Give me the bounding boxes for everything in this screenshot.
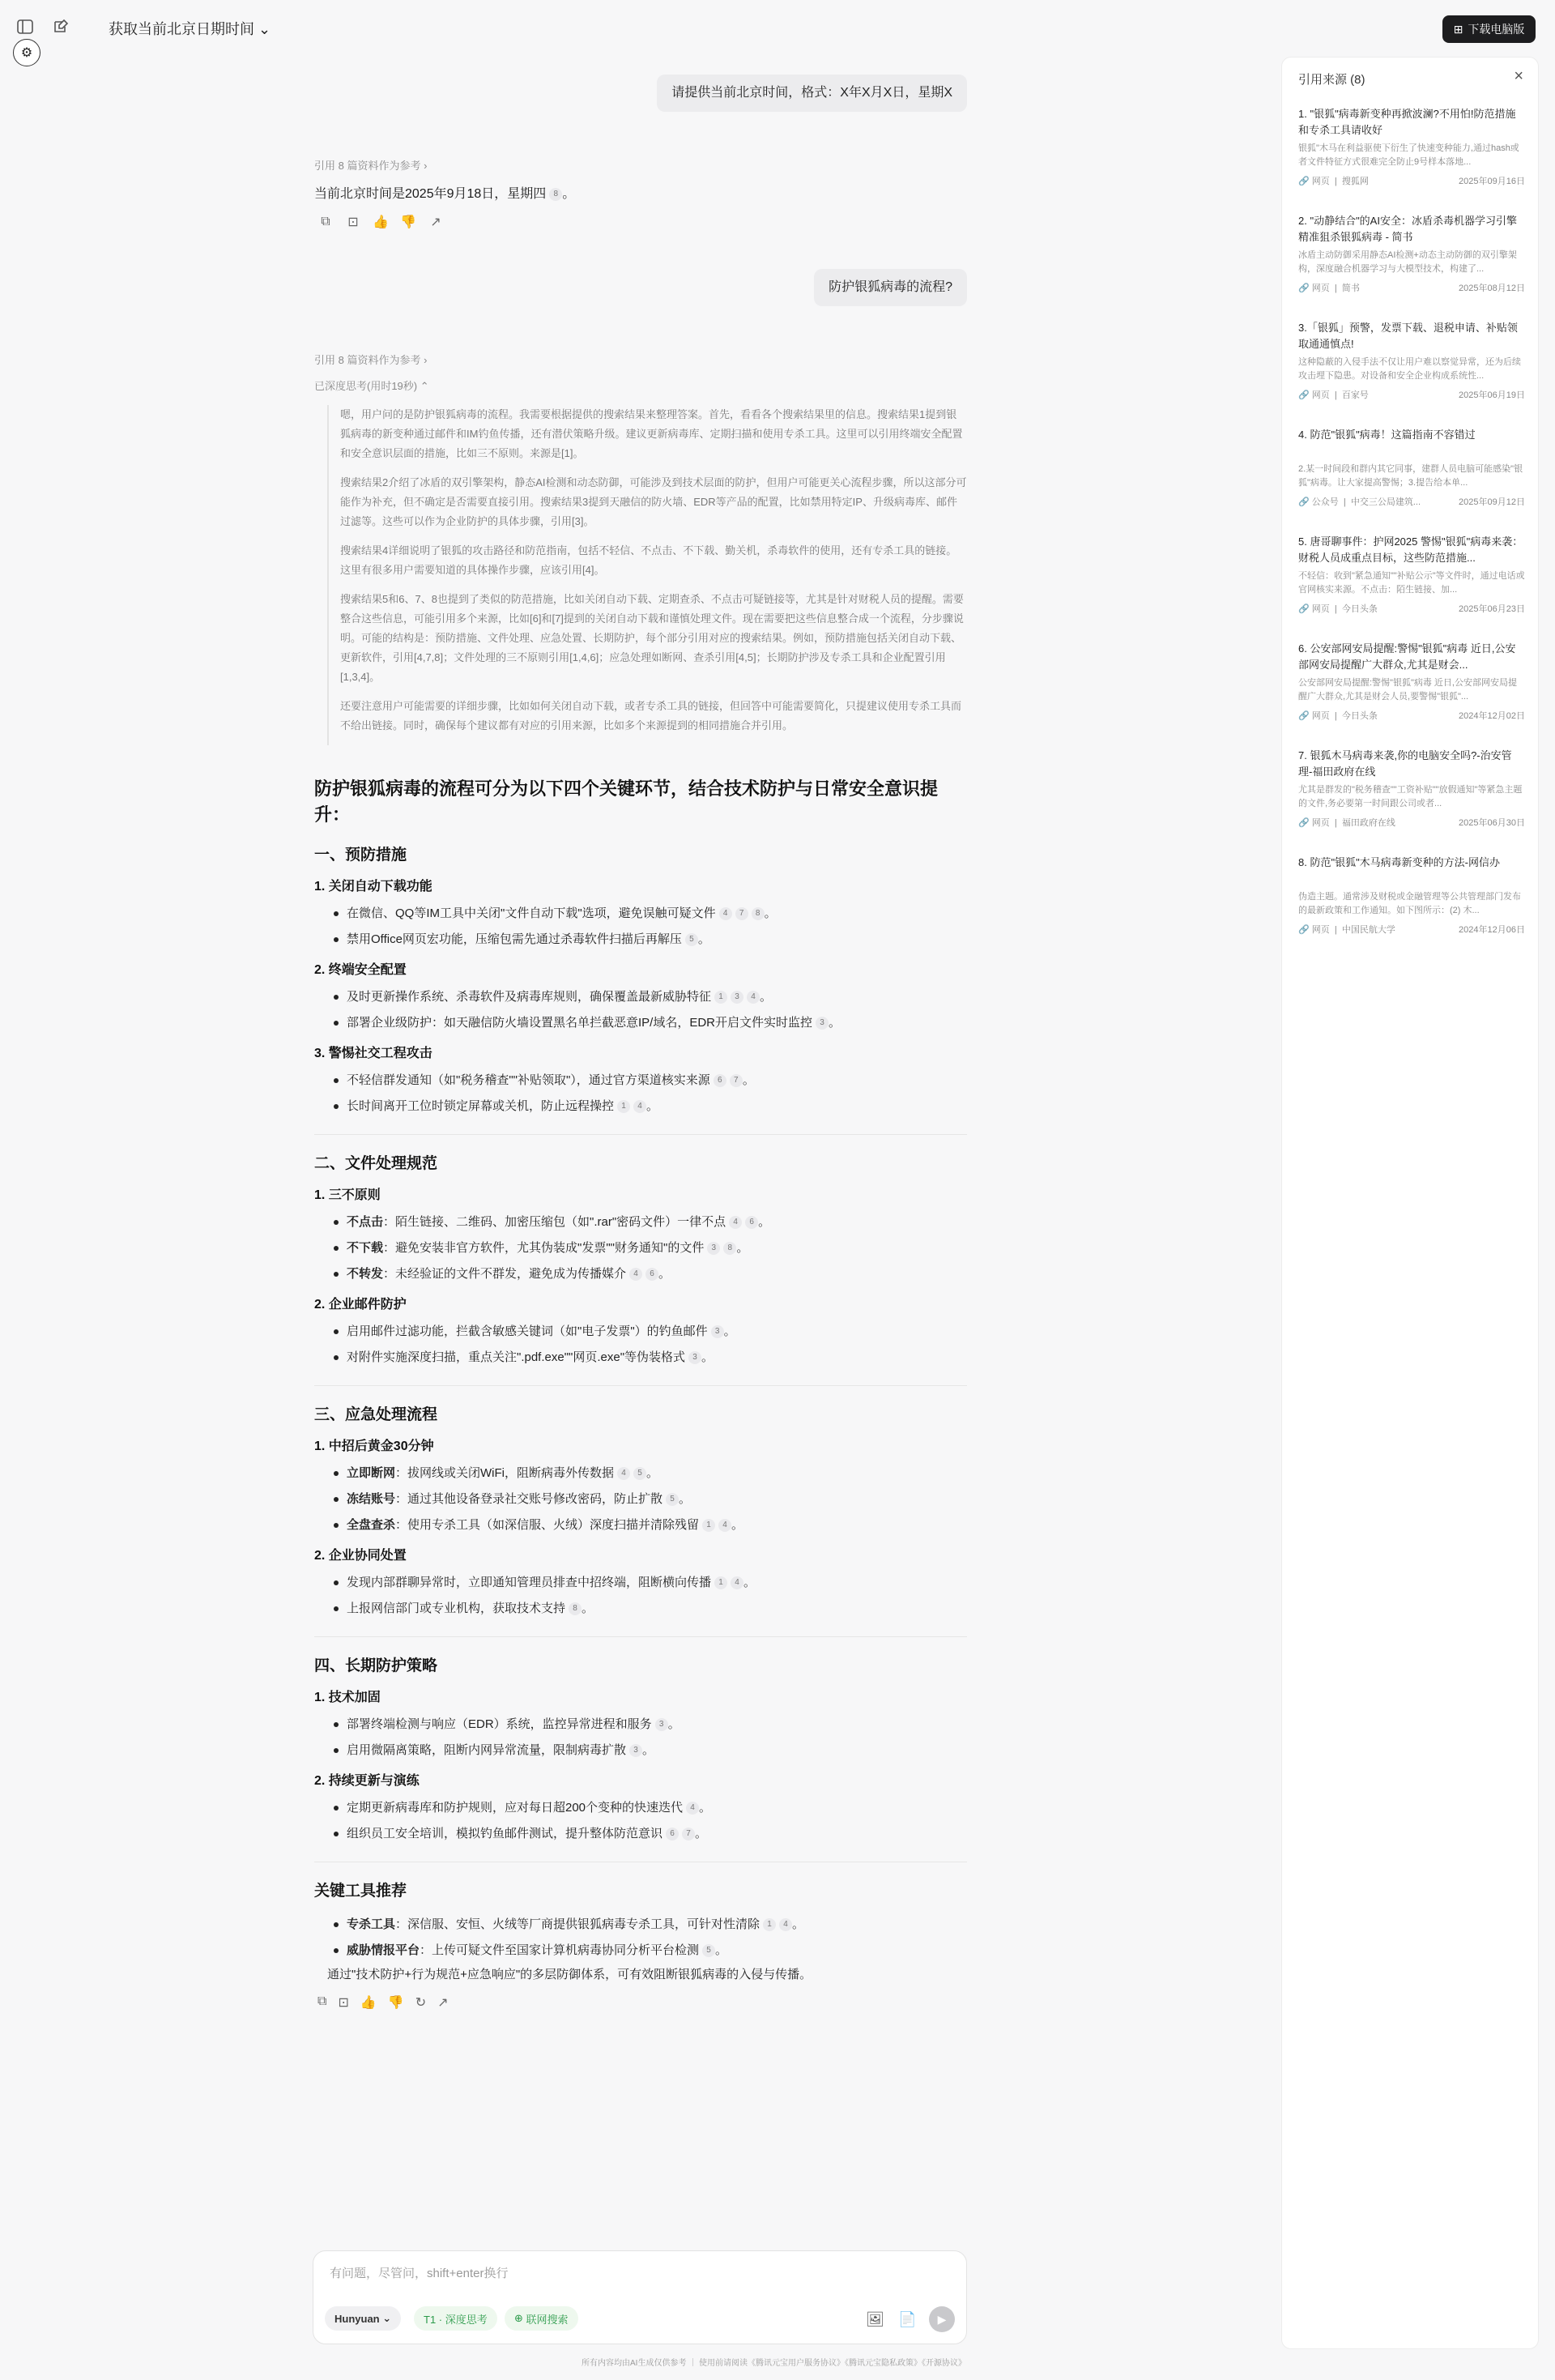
share-icon[interactable]: ↗ [437, 1996, 449, 2010]
source-meta: 🔗 网页 | 简书 2025年08月12日 [1298, 281, 1525, 294]
citation-badge[interactable]: 3 [711, 1325, 724, 1338]
list-item-text: 禁用Office网页宏功能，压缩包需先通过杀毒软件扫描后再解压 [347, 932, 682, 946]
subsection-heading: 2. 终端安全配置 [314, 963, 407, 977]
chevron-down-icon: ⌄ [258, 21, 271, 37]
citation-badge[interactable]: 5 [702, 1944, 715, 1957]
web-search-label: 联网搜索 [526, 2313, 569, 2326]
deep-think-toggle[interactable] [314, 377, 429, 393]
answer-headline: 防护银狐病毒的流程可分为以下四个关键环节，结合技术防护与日常安全意识提升： [314, 778, 939, 825]
source-title: 1. "银狐"病毒新变种再掀波澜?不用怕!防范措施和专杀工具请收好 [1298, 108, 1516, 136]
deep-think-label: 已深度思考(用时19秒) [314, 380, 418, 392]
thumbs-down-icon[interactable]: 👎 [400, 215, 416, 229]
citation-badge[interactable]: 1 [702, 1519, 715, 1532]
list-item-text: ：避免安装非官方软件，尤其伪装成"发票""财务通知"的文件 [383, 1241, 705, 1255]
source-item[interactable] [1298, 855, 1525, 936]
image-upload-icon[interactable]: 🖼 [866, 2311, 884, 2327]
citation-badge[interactable]: 4 [747, 991, 760, 1004]
list-item: 及时更新操作系统、杀毒软件及病毒库规则，确保覆盖最新威胁特征 1 3 4 。 [314, 984, 967, 1010]
source-snippet: 冰盾主动防御采用静态AI检测+动态主动防御的双引擎架构，深度融合机器学习与大模型技术，构建了... [1298, 250, 1517, 274]
source-type: 网页 [1311, 390, 1330, 400]
source-type: 网页 [1311, 925, 1330, 935]
source-type: 网页 [1311, 177, 1330, 186]
list-item-key: 不下载 [347, 1241, 384, 1255]
source-title: 8. 防范"银狐"木马病毒新变种的方法-网信办 [1298, 856, 1501, 868]
download-label: 下载电脑版 [1468, 23, 1525, 36]
source-title: 2. "动静结合"的AI安全：冰盾杀毒机器学习引擎精准狙杀银狐病毒 - 简书 [1298, 215, 1517, 243]
source-type: 网页 [1311, 604, 1330, 614]
source-item[interactable] [1298, 748, 1525, 829]
chevron-right-icon: › [424, 160, 428, 172]
thumbs-up-icon[interactable]: 👍 [373, 215, 389, 229]
list-item: 定期更新病毒库和防护规则，应对每日超200个变种的快速迭代 4 。 [314, 1795, 967, 1821]
list-item-key: 威胁情报平台 [347, 1943, 420, 1957]
source-site: 今日头条 [1341, 604, 1378, 614]
answer-actions [314, 1994, 967, 2011]
source-snippet: 这种隐蔽的入侵手法不仅让用户难以察觉异常，还为后续攻击埋下隐患。对设备和安全企业构成系统性... [1298, 357, 1521, 381]
source-site: 简书 [1341, 284, 1360, 293]
citation-badge[interactable]: 4 [779, 1918, 792, 1931]
citation-badge[interactable]: 4 [633, 1100, 646, 1113]
citation-badge[interactable]: 3 [816, 1017, 829, 1030]
list-item-key: 不转发 [347, 1267, 384, 1281]
list-item: 部署企业级防护：如天融信防火墙设置黑名单拦截恶意IP/域名，EDR开启文件实时监控 3 。 [314, 1010, 967, 1036]
thumbs-down-icon[interactable]: 👎 [387, 1996, 404, 2010]
source-item[interactable] [1298, 427, 1525, 508]
source-snippet: 尤其是群发的"税务稽查""工资补贴""放假通知"等紧急主题的文件,务必要第一时间跟公司或者... [1298, 785, 1523, 808]
source-title: 7. 银狐木马病毒来袭,你的电脑安全吗?-治安管理-福田政府在线 [1298, 749, 1512, 778]
answer-body [314, 776, 967, 2011]
source-date: 2025年06月23日 [1459, 604, 1525, 614]
citation-badge[interactable]: 6 [745, 1216, 758, 1229]
source-snippet: 不轻信：收到"紧急通知""补贴公示"等文件时，通过电话或官网核实来源。不点击：陌生链接、加... [1298, 571, 1525, 595]
source-date: 2024年12月02日 [1459, 711, 1525, 721]
section-heading: 二、文件处理规范 [314, 1155, 438, 1172]
source-meta: 🔗 网页 | 今日头条 2025年06月23日 [1298, 602, 1525, 615]
source-meta: 🔗 网页 | 福田政府在线 2025年06月30日 [1298, 816, 1525, 829]
reference-link[interactable] [314, 157, 427, 173]
list-item: 立即断网：拔网线或关闭WiFi，阻断病毒外传数据 4 5 。 [314, 1461, 967, 1486]
source-site: 中国民航大学 [1341, 925, 1395, 935]
panel-title: 引用来源 (8) [1298, 73, 1365, 87]
list-item-text: ：深信服、安恒、火绒等厂商提供银狐病毒专杀工具，可针对性清除 [395, 1917, 760, 1931]
list-item-text: 对附件实施深度扫描，重点关注".pdf.exe""网页.exe"等伪装格式 [347, 1350, 686, 1364]
list-item: 专杀工具：深信服、安恒、火绒等厂商提供银狐病毒专杀工具，可针对性清除 1 4 。 [314, 1912, 967, 1938]
model-selector[interactable] [325, 2306, 401, 2331]
citation-badge[interactable]: 3 [688, 1351, 701, 1364]
subsection-heading: 1. 中招后黄金30分钟 [314, 1440, 434, 1453]
chevron-up-icon: ⌃ [420, 380, 429, 392]
web-search-button[interactable] [505, 2306, 578, 2331]
source-meta: 🔗 网页 | 中国民航大学 2024年12月06日 [1298, 923, 1525, 936]
source-item[interactable] [1298, 320, 1525, 401]
list-item-text: 启用邮件过滤功能，拦截含敏感关键词（如"电子发票"）的钓鱼邮件 [347, 1324, 708, 1338]
reference-text: 引用 8 篇资料作为参考 [314, 354, 421, 366]
source-type: 网页 [1311, 284, 1330, 293]
assistant-answer: 当前北京时间是2025年9月18日，星期四 8 。 [314, 187, 576, 201]
source-date: 2025年06月19日 [1459, 390, 1525, 400]
list-item: 长时间离开工位时锁定屏幕或关机，防止远程操控 1 4 。 [314, 1094, 967, 1120]
conversation-title[interactable] [109, 18, 271, 39]
list-item: 不轻信群发通知（如"税务稽查""补贴领取"），通过官方渠道核实来源 6 7 。 [314, 1068, 967, 1094]
source-site: 中交三公局建筑... [1350, 497, 1421, 507]
citation-badge[interactable]: 5 [633, 1467, 646, 1480]
thinking-paragraph: 搜索结果2介绍了冰盾的双引擎架构，静态AI检测和动态防御，可能涉及到技术层面的防护，但用户可能更关心流程步骤，所以这部分可能作为补充，但不确定是否需要直接引用。搜索结果3提到天融信的防火墙、EDR等产品的配置，比如禁用特定IP、升级病毒库、邮件过滤等。这些可以作为企业防护的具体步骤，引用[3]。 [340, 476, 967, 527]
list-item: 启用邮件过滤功能，拦截含敏感关键词（如"电子发票"）的钓鱼邮件 3 。 [314, 1319, 967, 1345]
section-heading: 三、应急处理流程 [314, 1406, 438, 1423]
citation-badge[interactable]: 4 [686, 1802, 699, 1815]
new-chat-icon[interactable] [52, 18, 73, 39]
closing-text: 通过"技术防护+行为规范+应急响应"的多层防御体系，可有效阻断银狐病毒的入侵与传播。 [327, 1968, 812, 1981]
send-icon[interactable]: ▶ [929, 2306, 955, 2332]
source-title: 3.「银狐」预警，发票下载、退税申请、补贴领取通通慎点! [1298, 322, 1518, 350]
list-item-key: 专杀工具 [347, 1917, 396, 1931]
list-item-text: 组织员工安全培训，模拟钓鱼邮件测试，提升整体防范意识 [347, 1827, 663, 1840]
citation-badge[interactable]: 6 [645, 1268, 658, 1281]
chat-input-box [313, 2250, 967, 2344]
source-title: 4. 防范"银狐"病毒！这篇指南不容错过 [1298, 429, 1476, 441]
citation-badge[interactable]: 7 [735, 907, 748, 920]
sidebar-toggle-icon[interactable] [16, 18, 37, 39]
chevron-down-icon: ⌄ [382, 2312, 392, 2324]
list-item-text: ：通过其他设备登录社交账号修改密码，防止扩散 [395, 1492, 663, 1506]
divider [314, 1636, 967, 1637]
windows-icon: ⊞ [1453, 22, 1463, 36]
source-date: 2025年09月16日 [1459, 177, 1525, 186]
download-desktop-button[interactable] [1442, 15, 1536, 43]
list-item-text: ：未经验证的文件不群发，避免成为传播媒介 [383, 1267, 627, 1281]
source-site: 福田政府在线 [1341, 818, 1395, 828]
bookmark-icon[interactable]: ⊡ [338, 1996, 349, 2010]
sources-panel [1281, 57, 1539, 2349]
list-item-text: 部署企业级防护：如天融信防火墙设置黑名单拦截恶意IP/域名，EDR开启文件实时监控 [347, 1016, 813, 1030]
source-title: 6. 公安部网安局提醒:警惕"银狐"病毒 近日,公安部网安局提醒广大群众,尤其是财会... [1298, 642, 1516, 671]
citation-badge[interactable]: 6 [714, 1074, 726, 1087]
regenerate-icon[interactable]: ↻ [415, 1996, 427, 2010]
thinking-paragraph: 搜索结果5和6、7、8也提到了类似的防范措施，比如关闭自动下载、定期查杀、不点击可疑链接等，尤其是针对财税人员的提醒。需要整合这些信息，可能引用多个来源，比如[6]和[7]提到的关闭自动下载和谨慎处理文件。现在需要把这些信息整合成一个流程，分步骤说明。可能的结构是：预防措施、文件处理、应急处置、长期防护，每个部分引用对应的搜索结果。例如，预防措施包括关闭自动下载、更新软件，引用[4,7,8]；文件处理的三不原则引用[1,4,6]；应急处理如断网、查杀引用[4,5]；长期防护涉及专杀工具和企业配置引用[1,3,4]。 [340, 593, 964, 683]
bookmark-icon[interactable]: ⊡ [347, 215, 359, 229]
source-snippet: 银狐"木马在利益驱使下衍生了快速变种能力,通过hash或者文件特征方式很难完全防止9号样本落地... [1298, 143, 1519, 167]
list-item-text: 启用微隔离策略，阻断内网异常流量，限制病毒扩散 [347, 1743, 627, 1757]
source-date: 2025年06月30日 [1459, 818, 1525, 828]
citation-badge[interactable]: 1 [617, 1100, 630, 1113]
source-type: 网页 [1311, 818, 1330, 828]
thinking-content [327, 405, 967, 745]
file-upload-icon[interactable]: 📄 [898, 2311, 917, 2327]
subsection-heading: 1. 技术加固 [314, 1691, 381, 1704]
list-item: 在微信、QQ等IM工具中关闭"文件自动下载"选项，避免误触可疑文件 4 7 8 。 [314, 901, 967, 927]
section-heading: 四、长期防护策略 [314, 1657, 438, 1674]
deep-think-btn-label: T1 · 深度思考 [424, 2313, 488, 2326]
thumbs-up-icon[interactable]: 👍 [360, 1996, 377, 2010]
answer-text: 当前北京时间是2025年9月18日，星期四 [314, 187, 547, 201]
copy-icon[interactable]: ⧉ [317, 1994, 327, 2008]
link-icon: 🔗 [1298, 604, 1310, 614]
citation-badge[interactable]: 5 [666, 1493, 679, 1506]
source-snippet: 伪造主题。通常涉及财税或金融管理等公共管理部门发布的最新政策和工作通知。如下图所示：(2) 木... [1298, 892, 1521, 915]
list-item: 组织员工安全培训，模拟钓鱼邮件测试，提升整体防范意识 6 7 。 [314, 1821, 967, 1847]
citation-badge[interactable]: 3 [731, 991, 743, 1004]
source-item[interactable] [1298, 106, 1525, 187]
section-heading: 关键工具推荐 [314, 1883, 407, 1900]
citation-badge[interactable]: 8 [723, 1242, 736, 1255]
user-message-text: 请提供当前北京时间，格式：X年X月X日，星期X [671, 86, 952, 100]
citation-badge[interactable]: 7 [682, 1828, 695, 1840]
link-icon: 🔗 [1298, 711, 1310, 721]
deep-think-button[interactable] [414, 2306, 497, 2331]
citation-badge[interactable]: 1 [714, 1576, 727, 1589]
reference-text: 引用 8 篇资料作为参考 [314, 160, 421, 172]
source-date: 2024年12月06日 [1459, 925, 1525, 935]
citation-badge[interactable]: 5 [685, 933, 698, 946]
settings-icon[interactable]: ⚙ [13, 39, 40, 66]
list-item-text: ：使用专杀工具（如深信服、火绒）深度扫描并清除残留 [395, 1518, 700, 1532]
list-item: 上报网信部门或专业机构，获取技术支持 8 。 [314, 1596, 967, 1622]
source-item[interactable] [1298, 213, 1525, 294]
copy-icon[interactable]: ⧉ [321, 215, 330, 228]
user-message-text: 防护银狐病毒的流程? [829, 280, 952, 294]
subsection-heading: 1. 三不原则 [314, 1188, 381, 1202]
citation-badge[interactable]: 4 [731, 1576, 743, 1589]
list-item: 威胁情报平台：上传可疑文件至国家计算机病毒协同分析平台检测 5 。 [314, 1938, 967, 1964]
list-item-text: 在微信、QQ等IM工具中关闭"文件自动下载"选项，避免误触可疑文件 [347, 906, 716, 920]
citation-badge[interactable]: 4 [629, 1268, 642, 1281]
subsection-heading: 2. 企业协同处置 [314, 1549, 407, 1563]
divider [314, 1134, 967, 1135]
list-item-text: 定期更新病毒库和防护规则，应对每日超200个变种的快速迭代 [347, 1801, 684, 1815]
link-icon: 🔗 [1298, 284, 1310, 293]
list-item: 不下载：避免安装非官方软件，尤其伪装成"发票""财务通知"的文件 3 8 。 [314, 1235, 967, 1261]
top-bar [0, 0, 1555, 57]
chevron-right-icon: › [424, 354, 428, 366]
list-item: 禁用Office网页宏功能，压缩包需先通过杀毒软件扫描后再解压 5 。 [314, 927, 967, 953]
subsection-heading: 1. 关闭自动下载功能 [314, 880, 432, 894]
conversation-title-text: 获取当前北京日期时间 [109, 21, 254, 37]
source-meta: 🔗 公众号 | 中交三公局建筑... 2025年09月12日 [1298, 495, 1525, 508]
globe-icon: ⊕ [514, 2312, 523, 2324]
source-site: 百家号 [1341, 390, 1369, 400]
footer-disclaimer: 所有内容均由AI生成仅供参考 ｜ 使用前请阅读《腾讯元宝用户服务协议》《腾讯元宝隐私政策》《开源协议》 [582, 2359, 967, 2368]
citation-badge[interactable]: 4 [719, 907, 732, 920]
list-item: 冻结账号：通过其他设备登录社交账号修改密码，防止扩散 5 。 [314, 1486, 967, 1512]
list-item: 全盘查杀：使用专杀工具（如深信服、火绒）深度扫描并清除残留 1 4 。 [314, 1512, 967, 1538]
thinking-paragraph: 嗯，用户问的是防护银狐病毒的流程。我需要根据提供的搜索结果来整理答案。首先，看看各个搜索结果里的信息。搜索结果1提到银狐病毒的新变种通过邮件和IM钓鱼传播，还有潜伏策略升级。建议更新病毒库、定期扫描和使用专杀工具。这里可以引用终端安全配置和安全意识层面的措施，比如三不原则。来源是[1]。 [340, 408, 963, 459]
source-meta: 🔗 网页 | 今日头条 2024年12月02日 [1298, 709, 1525, 722]
model-label: Hunyuan [334, 2312, 380, 2325]
source-date: 2025年09月12日 [1459, 497, 1525, 507]
source-snippet: 2.某一时间段和群内其它同事，建群人员电脑可能感染"银狐"病毒。让大家提高警惕；3.提告给本单... [1298, 464, 1523, 488]
list-item: 启用微隔离策略，阻断内网异常流量，限制病毒扩散 3 。 [314, 1738, 967, 1764]
list-item-text: 长时间离开工位时锁定屏幕或关机，防止远程操控 [347, 1099, 615, 1113]
source-meta: 🔗 网页 | 搜狐网 2025年09月16日 [1298, 174, 1525, 187]
list-item-text: 上报网信部门或专业机构，获取技术支持 [347, 1602, 566, 1615]
source-item[interactable] [1298, 641, 1525, 722]
list-item: 对附件实施深度扫描，重点关注".pdf.exe""网页.exe"等伪装格式 3 。 [314, 1345, 967, 1371]
list-item-text: ：陌生链接、二维码、加密压缩包（如".rar"密码文件）一律不点 [383, 1215, 726, 1229]
divider [314, 1385, 967, 1386]
citation-badge[interactable]: 3 [629, 1744, 642, 1757]
citation-badge[interactable]: 1 [763, 1918, 776, 1931]
citation-badge[interactable]: 4 [617, 1467, 630, 1480]
list-item: 不转发：未经验证的文件不群发，避免成为传播媒介 4 6 。 [314, 1261, 967, 1287]
share-icon[interactable]: ↗ [430, 215, 441, 229]
citation-badge[interactable]: 8 [752, 907, 765, 920]
user-message [814, 269, 967, 306]
link-icon: 🔗 [1298, 925, 1310, 935]
link-icon: 🔗 [1298, 497, 1310, 507]
list-item-key: 冻结账号 [347, 1492, 396, 1506]
source-meta: 🔗 网页 | 百家号 2025年06月19日 [1298, 388, 1525, 401]
citation-badge[interactable]: 7 [730, 1074, 743, 1087]
citation-badge[interactable]: 1 [714, 991, 727, 1004]
list-item-text: ：拔网线或关闭WiFi，阻断病毒外传数据 [395, 1466, 615, 1480]
citation-badge[interactable]: 3 [655, 1718, 668, 1731]
citation-badge[interactable]: 8 [569, 1602, 582, 1615]
source-date: 2025年08月12日 [1459, 284, 1525, 293]
subsection-heading: 2. 持续更新与演练 [314, 1774, 420, 1788]
list-item-key: 不点击 [347, 1215, 384, 1229]
subsection-heading: 2. 企业邮件防护 [314, 1298, 407, 1312]
link-icon: 🔗 [1298, 390, 1310, 400]
citation-badge[interactable]: 4 [718, 1519, 731, 1532]
list-item: 发现内部群聊异常时，立即通知管理员排查中招终端，阻断横向传播 1 4 。 [314, 1570, 967, 1596]
list-item-key: 全盘查杀 [347, 1518, 396, 1532]
answer-actions [317, 214, 444, 230]
citation-badge[interactable]: 3 [707, 1242, 720, 1255]
source-type: 网页 [1311, 711, 1330, 721]
list-item-text: 部署终端检测与响应（EDR）系统，监控异常进程和服务 [347, 1717, 652, 1731]
citation-badge[interactable]: 4 [729, 1216, 742, 1229]
source-title: 5. 唐哥聊事件：护网2025 警惕"银狐"病毒来袭：财税人员成重点目标，这些防范措施... [1298, 535, 1523, 564]
list-item: 不点击：陌生链接、二维码、加密压缩包（如".rar"密码文件）一律不点 4 6 。 [314, 1209, 967, 1235]
reference-link[interactable] [314, 352, 427, 367]
citation-badge[interactable]: 8 [549, 188, 562, 201]
source-snippet: 公安部网安局提醒:警惕"银狐"病毒 近日,公安部网安局提醒广大群众,尤其是财会人员,要警惕"银狐"... [1298, 678, 1517, 702]
thinking-paragraph: 还要注意用户可能需要的详细步骤，比如如何关闭自动下载，或者专杀工具的链接，但回答中可能需要简化，只提建议使用专杀工具而不给出链接。同时，确保每个建议都有对应的引用来源，比如多个来源提到的相同措施合并引用。 [340, 700, 962, 731]
source-site: 今日头条 [1341, 711, 1378, 721]
citation-badge[interactable]: 6 [666, 1828, 679, 1840]
thinking-paragraph: 搜索结果4详细说明了银狐的攻击路径和防范指南，包括不轻信、不点击、不下载、勤关机，杀毒软件的使用，还有专杀工具的链接。这里有很多用户需要知道的具体操作步骤，应该引用[4]。 [340, 544, 957, 576]
link-icon: 🔗 [1298, 818, 1310, 828]
subsection-heading: 3. 警惕社交工程攻击 [314, 1047, 432, 1060]
list-item-text: 发现内部群聊异常时，立即通知管理员排查中招终端，阻断横向传播 [347, 1576, 712, 1589]
source-type: 公众号 [1311, 497, 1339, 507]
list-item-text: 不轻信群发通知（如"税务稽查""补贴领取"），通过官方渠道核实来源 [347, 1073, 710, 1087]
list-item-text: 及时更新操作系统、杀毒软件及病毒库规则，确保覆盖最新威胁特征 [347, 990, 712, 1004]
list-item-text: ：上传可疑文件至国家计算机病毒协同分析平台检测 [420, 1943, 700, 1957]
section-heading: 一、预防措施 [314, 847, 407, 864]
link-icon: 🔗 [1298, 177, 1310, 186]
list-item-key: 立即断网 [347, 1466, 396, 1480]
user-message [657, 75, 967, 112]
chat-input[interactable]: 有问题，尽管问，shift+enter换行 [330, 2267, 509, 2280]
source-item[interactable] [1298, 534, 1525, 615]
close-icon[interactable]: × [1514, 67, 1523, 85]
source-site: 搜狐网 [1341, 177, 1369, 186]
list-item: 部署终端检测与响应（EDR）系统，监控异常进程和服务 3 。 [314, 1712, 967, 1738]
